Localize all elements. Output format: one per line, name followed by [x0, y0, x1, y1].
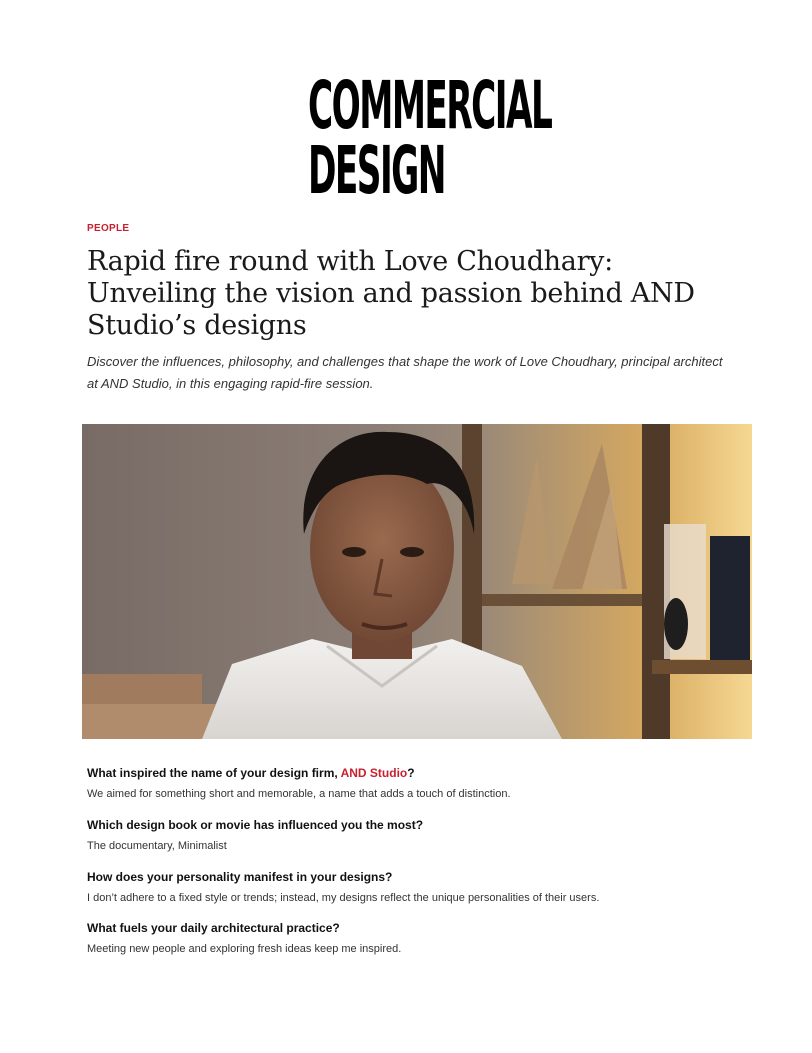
qa-item: [87, 765, 747, 802]
qa-item: [87, 817, 747, 854]
article-title: Rapid fire round with Love Choudhary: Unveiling the vision and passion behind AND Studio’s designs: [87, 246, 695, 341]
qa-item: [87, 869, 747, 906]
qa-question-suffix: ?: [407, 766, 415, 780]
portrait-photo: [82, 424, 752, 739]
masthead-logo[interactable]: [308, 68, 552, 210]
masthead-line-design: DESIGN: [308, 133, 445, 210]
and-studio-link[interactable]: AND Studio: [340, 766, 408, 780]
qa-question: What fuels your daily architectural practice?: [87, 921, 340, 935]
qa-answer: The documentary, Minimalist: [87, 840, 227, 852]
qa-answer: Meeting new people and exploring fresh ideas keep me inspired.: [87, 943, 402, 955]
qa-answer: We aimed for something short and memorable, a name that adds a touch of distinction.: [87, 788, 511, 800]
qa-question-text: What inspired the name of your design firm,: [87, 766, 341, 780]
masthead-line-commercial: COMMERCIAL: [308, 68, 552, 145]
qa-question: [87, 765, 747, 781]
qa-question: How does your personality manifest in your designs?: [87, 870, 393, 884]
qa-answer: I don’t adhere to a fixed style or trends; instead, my designs reflect the unique personalities of their users.: [87, 892, 600, 904]
qa-item: [87, 920, 747, 957]
category-label[interactable]: PEOPLE: [87, 223, 130, 234]
qa-question: Which design book or movie has influenced you the most?: [87, 818, 424, 832]
article-dek: Discover the influences, philosophy, and challenges that shape the work of Love Choudhary, principal architect at AND Studio, in this engaging rapid-fire session.: [87, 354, 723, 391]
